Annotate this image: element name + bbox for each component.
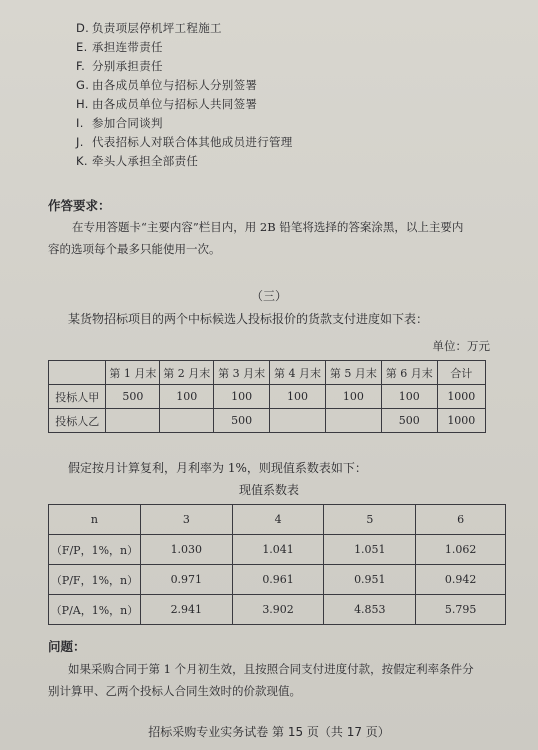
option-text: 由各成员单位与招标人共同签署 [92,97,258,111]
table-row [49,409,486,433]
coefficient-table-title: 现值系数表 [238,483,299,497]
table-header-cell: 第 6 月末 [381,361,437,385]
option-key: H. [76,97,89,111]
table-cell [106,409,160,433]
option-key: F. [76,59,86,73]
section-heading: （三） [250,289,287,303]
table-cell [160,409,214,433]
option-text: 参加合同谈判 [92,116,163,130]
table-cell: 1.030 [140,535,232,565]
question-line-2: 别计算甲、乙两个投标人合同生效时的价款现值。 [48,684,301,698]
table-cell: 1.062 [416,535,506,565]
table-row [49,565,506,595]
table-cell: 100 [325,385,381,409]
table-header-cell: n [49,505,141,535]
table-header-cell: 第 5 月末 [325,361,381,385]
answer-requirement-line-1: 在专用答题卡“主要内容”栏目内，用 2B 铅笔将选择的答案涂黑，以上主要内 [72,220,464,234]
option-key: G. [76,78,90,92]
option-key: J. [76,135,84,149]
table-cell: 100 [270,385,326,409]
table-row [49,385,486,409]
table-header-cell: 4 [232,505,324,535]
page-footer: 招标采购专业实务试卷 第 15 页（共 17 页） [148,725,390,739]
option-item [76,134,293,150]
table-cell: 1.051 [324,535,416,565]
table-cell: 2.941 [140,595,232,625]
option-text: 代表招标人对联合体其他成员进行管理 [92,135,293,149]
option-item [76,20,222,36]
present-value-coefficient-table [48,504,506,625]
option-item [76,115,163,131]
table-header-cell: 合计 [437,361,485,385]
option-text: 牵头人承担全部责任 [92,154,199,168]
table-cell: 1.041 [232,535,324,565]
payment-schedule-table [48,360,486,433]
table-row [49,595,506,625]
table-header-row [49,361,486,385]
table-cell: （F/P，1%，n） [49,535,141,565]
table-header-cell [49,361,106,385]
option-item [76,153,198,169]
option-key: K. [76,154,88,168]
table-header-cell: 第 4 月末 [270,361,326,385]
option-text: 承担连带责任 [92,40,163,54]
option-text: 分别承担责任 [92,59,163,73]
table-header-cell: 6 [416,505,506,535]
option-text: 负责项层停机坪工程施工 [92,21,222,35]
option-key: D. [76,21,90,35]
option-item [76,96,257,112]
table-cell: （P/A，1%，n） [49,595,141,625]
option-key: I. [76,116,84,130]
option-item [76,39,163,55]
table-cell: （P/F，1%，n） [49,565,141,595]
table-cell: 3.902 [232,595,324,625]
table-header-row [49,505,506,535]
table-cell: 4.853 [324,595,416,625]
table-cell: 500 [106,385,160,409]
table-cell: 100 [214,385,270,409]
option-text: 由各成员单位与招标人分别签署 [92,78,258,92]
table-cell: 1000 [437,385,485,409]
table-cell: 5.795 [416,595,506,625]
table-cell: 100 [160,385,214,409]
table-cell: 500 [381,409,437,433]
table-cell: 投标人乙 [49,409,106,433]
table-cell: 0.971 [140,565,232,595]
table-row [49,535,506,565]
table-cell: 0.942 [416,565,506,595]
answer-requirement-line-2: 容的选项每个最多只能使用一次。 [48,242,221,256]
intro-text: 某货物招标项目的两个中标候选人投标报价的货款支付进度如下表： [68,312,429,326]
unit-label: 单位：万元 [432,339,490,353]
table-cell: 投标人甲 [49,385,106,409]
assumption-text: 假定按月计算复利，月利率为 1%，则现值系数表如下： [68,461,367,475]
table-header-cell: 第 3 月末 [214,361,270,385]
option-item [76,77,257,93]
table-header-cell: 5 [324,505,416,535]
table-cell: 0.951 [324,565,416,595]
table-header-cell: 第 1 月末 [106,361,160,385]
option-item [76,58,163,74]
table-header-cell: 第 2 月末 [160,361,214,385]
question-title: 问题： [48,639,86,654]
table-cell: 500 [214,409,270,433]
table-cell: 100 [381,385,437,409]
question-line-1: 如果采购合同于第 1 个月初生效，且按照合同支付进度付款，按假定利率条件分 [68,662,474,676]
table-header-cell: 3 [140,505,232,535]
table-cell [270,409,326,433]
table-cell: 0.961 [232,565,324,595]
option-key: E. [76,40,88,54]
answer-requirement-title: 作答要求： [48,198,111,213]
table-cell [325,409,381,433]
table-cell: 1000 [437,409,485,433]
